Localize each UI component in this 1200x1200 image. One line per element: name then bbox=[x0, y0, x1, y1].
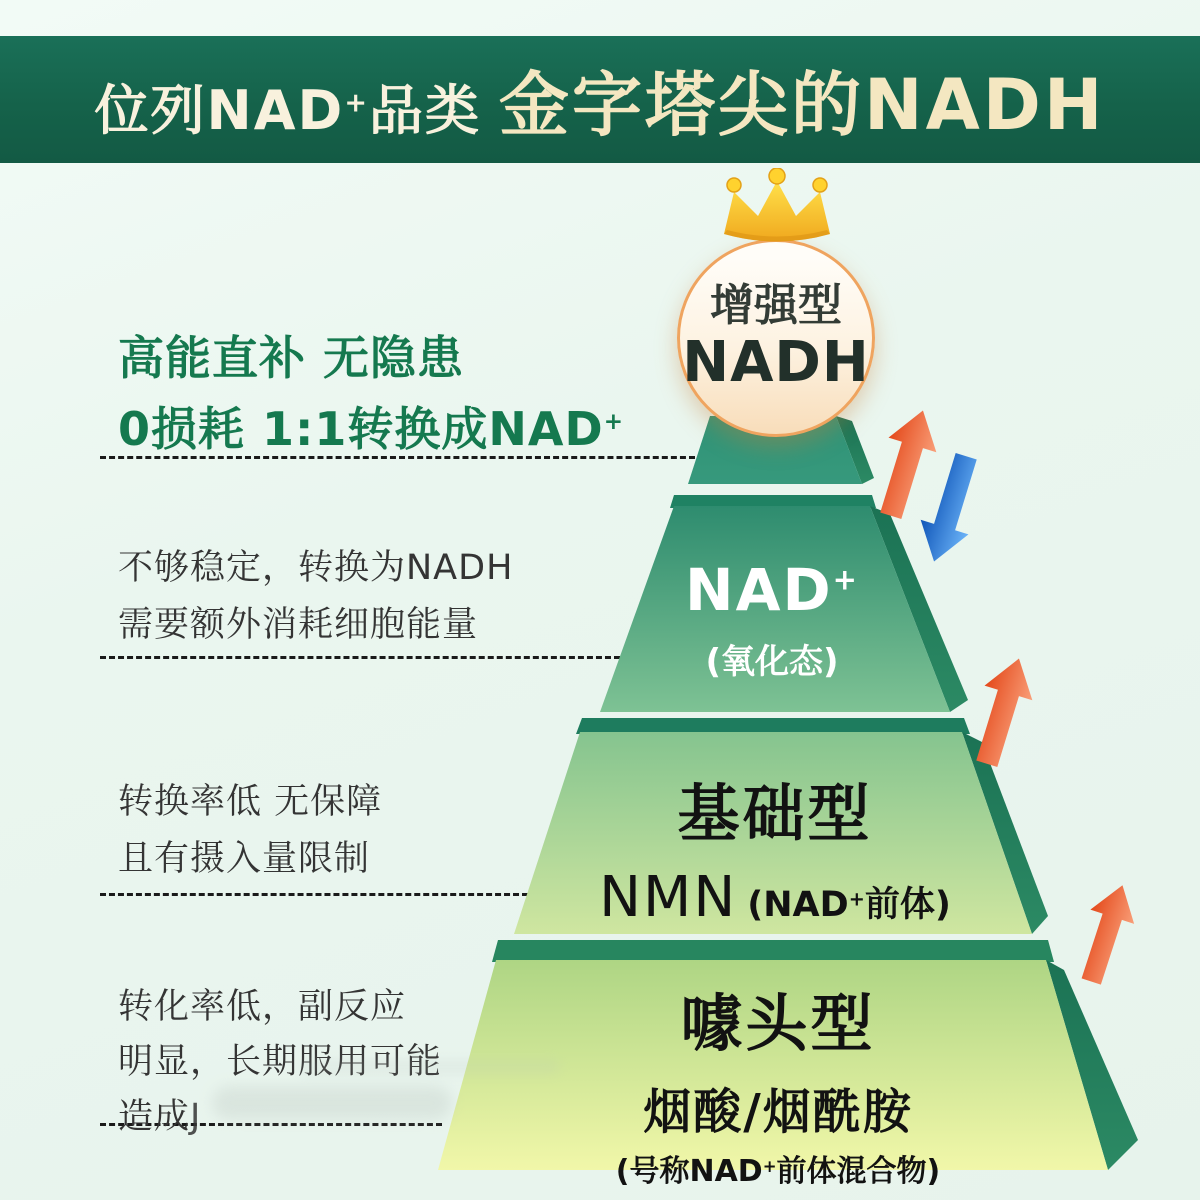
tier3-text bbox=[599, 764, 951, 930]
down-arrow-icon bbox=[910, 449, 990, 569]
banner-title-primary: 位列NAD+品类 bbox=[94, 79, 481, 142]
nad-plus-superscript: + bbox=[832, 562, 859, 597]
nad-plus-superscript: + bbox=[603, 409, 624, 435]
note-nmn-drawback bbox=[118, 774, 382, 888]
tier4-name: 烟酸/烟酰胺 bbox=[643, 1084, 913, 1140]
banner-title-highlight: 金字塔尖的NADH bbox=[498, 64, 1106, 146]
tier2-subtitle: (氧化态) bbox=[705, 642, 839, 682]
tier1-label: 增强型 bbox=[710, 280, 842, 331]
tier4-label: 噱头型 bbox=[680, 987, 876, 1060]
tier3-name-line bbox=[599, 865, 951, 930]
note-line: 0损耗 1:1转换成NAD+ bbox=[118, 402, 624, 457]
note-line: 明显，长期服用可能 bbox=[118, 1042, 443, 1082]
tier3-subtitle: (NAD+前体) bbox=[747, 885, 951, 925]
note-line: 不够稳定，转换为NADH bbox=[118, 548, 514, 588]
note-enhanced-benefit bbox=[118, 326, 624, 461]
tier4-text bbox=[616, 974, 941, 1190]
tier3-label: 基础型 bbox=[677, 777, 873, 850]
erased-text-remnant: J bbox=[190, 1097, 202, 1137]
tier4-subtitle: (号称NAD+前体混合物) bbox=[615, 1154, 941, 1189]
tier1-name: NADH bbox=[682, 330, 870, 396]
note-line: 需要额外消耗细胞能量 bbox=[118, 605, 479, 645]
nad-plus-superscript: + bbox=[762, 1156, 777, 1176]
up-arrow-icon bbox=[867, 403, 947, 523]
tier2-name: NAD+ bbox=[685, 556, 859, 624]
note-line: 转化率低，副反应 bbox=[118, 987, 407, 1027]
pyramid-tier-4-bevel bbox=[492, 940, 1054, 962]
crown-icon bbox=[699, 168, 855, 260]
note-nad-drawback bbox=[118, 540, 513, 654]
tier-circle-nadh bbox=[677, 239, 875, 437]
note-line: 转换率低 无保障 bbox=[118, 782, 383, 822]
note-line: 造成J bbox=[118, 1097, 202, 1137]
tier3-name: NMN bbox=[599, 865, 738, 930]
nad-plus-superscript: + bbox=[848, 887, 865, 911]
tier2-text bbox=[685, 556, 859, 683]
up-arrow-icon bbox=[1069, 878, 1144, 988]
watermark-smudge bbox=[300, 1060, 560, 1074]
note-line: 且有摄入量限制 bbox=[118, 839, 371, 879]
nad-plus-superscript: + bbox=[344, 87, 369, 119]
watermark-smudge bbox=[212, 1086, 452, 1120]
note-line: 高能直补 无隐患 bbox=[118, 331, 465, 385]
pyramid-tier-3-bevel bbox=[576, 718, 970, 734]
